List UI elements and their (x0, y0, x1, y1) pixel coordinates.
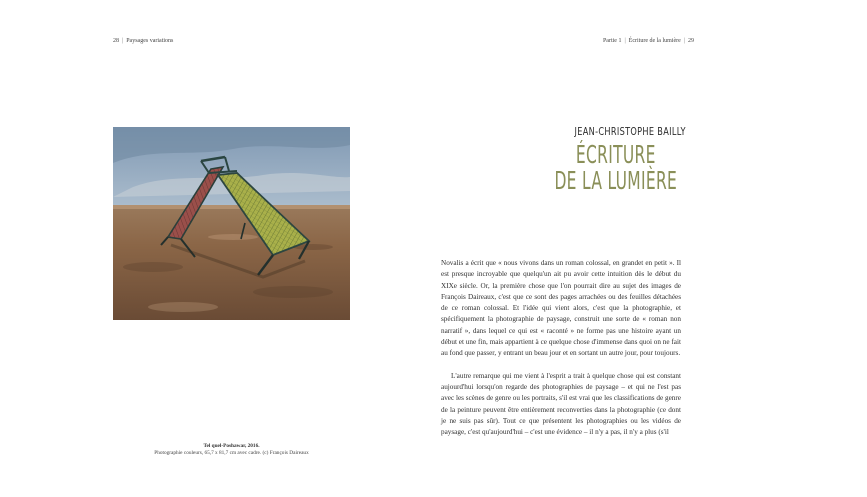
caption-details: Photographie couleurs, 65,7 x 81,7 cm avec cadre. (c) François Daireaux (154, 450, 309, 456)
right-running-head-part: Partie 1 (602, 38, 622, 44)
paragraph-2: L'autre remarque qui me vient à l'esprit a trait à quelque chose qui est constant aujourd'hui lorsqu'on regarde des photographies de paysage – et qui ne l'est pas avec les scènes de genre ou les portraits, s'il est vrai que les classifications de genre de la peinture peuvent être entièrement reconverties dans la photographie (ce dont je ne suis pas sûr). Tout ce que présentent les photographies ou les vidéos de paysage, c'est qu'aujourd'hui – c'est une évidence – il n'y a pas, il n'y a plus (s'il (441, 371, 681, 437)
paragraph-1: Novalis a écrit que « nous vivons dans un roman colossal, en grandet en petit ». Il est presque incroyable que quelqu'un ait pu avoir cette intuition dès le début du XIXe siècle. Or, la première chose que l'on pourrait dire au sujet des images de François Daireaux, c'est que ce sont des pages arrachées ou des feuilles détachées de ce roman colossal. Et l'idée qui vient alors, c'est que la photographie, et spécifiquement la photographie de paysage, construit une sorte de « roman non narratif », dans lequel ce qui est « raconté » ne forme pas une histoire ayant un début et une fin, mais appartient à ce quelque chose d'immense dans quoi on ne fait au fond que passer, y entrant un beau jour et en sortant un autre jour, pour toujours. (441, 259, 681, 358)
chapter-title (481, 142, 750, 194)
right-page (433, 0, 867, 497)
left-running-head: 28 | Paysages variations (113, 38, 174, 44)
right-running-head: Partie 1 | Écriture de la lumière | 29 (602, 38, 694, 44)
caption-title: Tel quel-Poshawar, 2016. (203, 443, 260, 449)
landscape-photo-image (113, 127, 350, 320)
left-page-number: 28 (113, 38, 119, 44)
chapter-title-line-2: DE LA LUMIÈRE (554, 166, 678, 195)
photo-caption (113, 443, 350, 457)
left-running-head-section: Paysages variations (126, 38, 174, 44)
chapter-title-line-1: ÉCRITURE (575, 140, 656, 169)
landscape-photo (113, 127, 350, 320)
author-name: JEAN-CHRISTOPHE BAILLY (574, 126, 686, 138)
right-page-number: 29 (688, 38, 694, 44)
body-text (441, 258, 681, 438)
right-running-head-section: Écriture de la lumière (628, 38, 681, 44)
left-page (0, 0, 433, 497)
